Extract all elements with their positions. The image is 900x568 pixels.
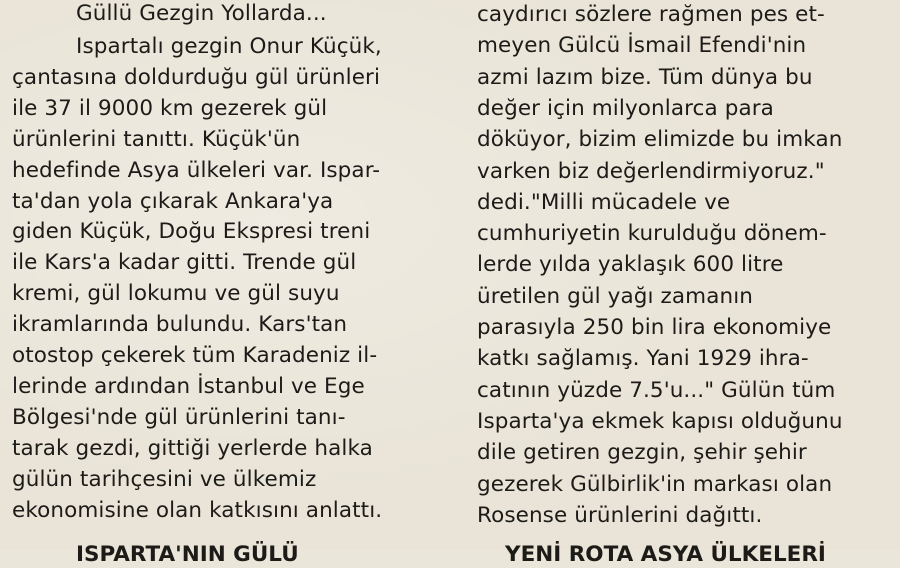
text-line: çantasına doldurduğu gül ürünleri <box>12 64 381 90</box>
text-line: parasıyla 250 bin lira ekonomiye <box>477 315 832 340</box>
text-line: lerde yılda yaklaşık 600 litre <box>477 252 784 278</box>
text-line: dile getiren gezgin, şehir şehir <box>477 440 807 466</box>
text-line: ile Kars'a kadar gitti. Trende gül <box>12 250 357 276</box>
text-line: giden Küçük, Doğu Ekspresi treni <box>12 219 371 245</box>
text-line: ekonomisine olan katkısını anlattı. <box>12 497 383 523</box>
next-section-heading-cut: YENİ ROTA ASYA ÜLKELERİ <box>505 542 826 567</box>
text-line: otostop çekerek tüm Karadeniz il- <box>12 343 378 368</box>
text-line: Rosense ürünlerini dağıttı. <box>477 502 763 528</box>
text-line: değer için milyonlarca para <box>477 95 774 121</box>
text-line: ikramlarında bulundu. Kars'tan <box>12 312 348 338</box>
text-line: Ispartalı gezgin Onur Küçük, <box>76 34 382 59</box>
text-line: cumhuriyetin kurulduğu dönem- <box>477 221 827 247</box>
text-line: üretilen gül yağı zamanın <box>477 283 754 309</box>
text-line: caydırıcı sözlere rağmen pes et- <box>477 2 825 27</box>
text-line: lerinde ardından İstanbul ve Ege <box>12 373 365 399</box>
text-line: döküyor, bizim elimizde bu imkan <box>477 127 843 153</box>
text-line: tarak gezdi, gittiği yerlerde halka <box>12 435 373 461</box>
text-line: azmi lazım bize. Tüm dünya bu <box>477 64 813 90</box>
text-line: meyen Gülcü İsmail Efendi'nin <box>477 33 807 59</box>
text-line: ta'dan yola çıkarak Ankara'ya <box>12 188 334 214</box>
text-line: Isparta'ya ekmek kapısı olduğunu <box>477 408 843 434</box>
text-line: gülün tarihçesini ve ülkemiz <box>12 466 317 492</box>
text-line: hedefinde Asya ülkeleri var. Ispar- <box>12 157 381 183</box>
text-line: kremi, gül lokumu ve gül suyu <box>12 281 340 307</box>
next-section-heading-cut: ISPARTA'NIN GÜLÜ <box>76 542 299 567</box>
column-gutter <box>452 0 453 550</box>
text-line: katkı sağlamış. Yani 1929 ihra- <box>477 346 809 372</box>
text-line: ürünlerini tanıttı. Küçük'ün <box>12 126 301 152</box>
section-heading: Güllü Gezgin Yollarda... <box>76 1 327 26</box>
text-line: dedi."Milli mücadele ve <box>477 189 731 215</box>
text-line: gezerek Gülbirlik'in markası olan <box>477 471 833 497</box>
text-line: Bölgesi'nde gül ürünlerini tanı- <box>12 404 346 430</box>
text-line: varken biz değerlendirmiyoruz." <box>477 158 825 184</box>
text-line: catının yüzde 7.5'u..." Gülün tüm <box>477 377 836 403</box>
text-line: ile 37 il 9000 km gezerek gül <box>12 95 328 121</box>
